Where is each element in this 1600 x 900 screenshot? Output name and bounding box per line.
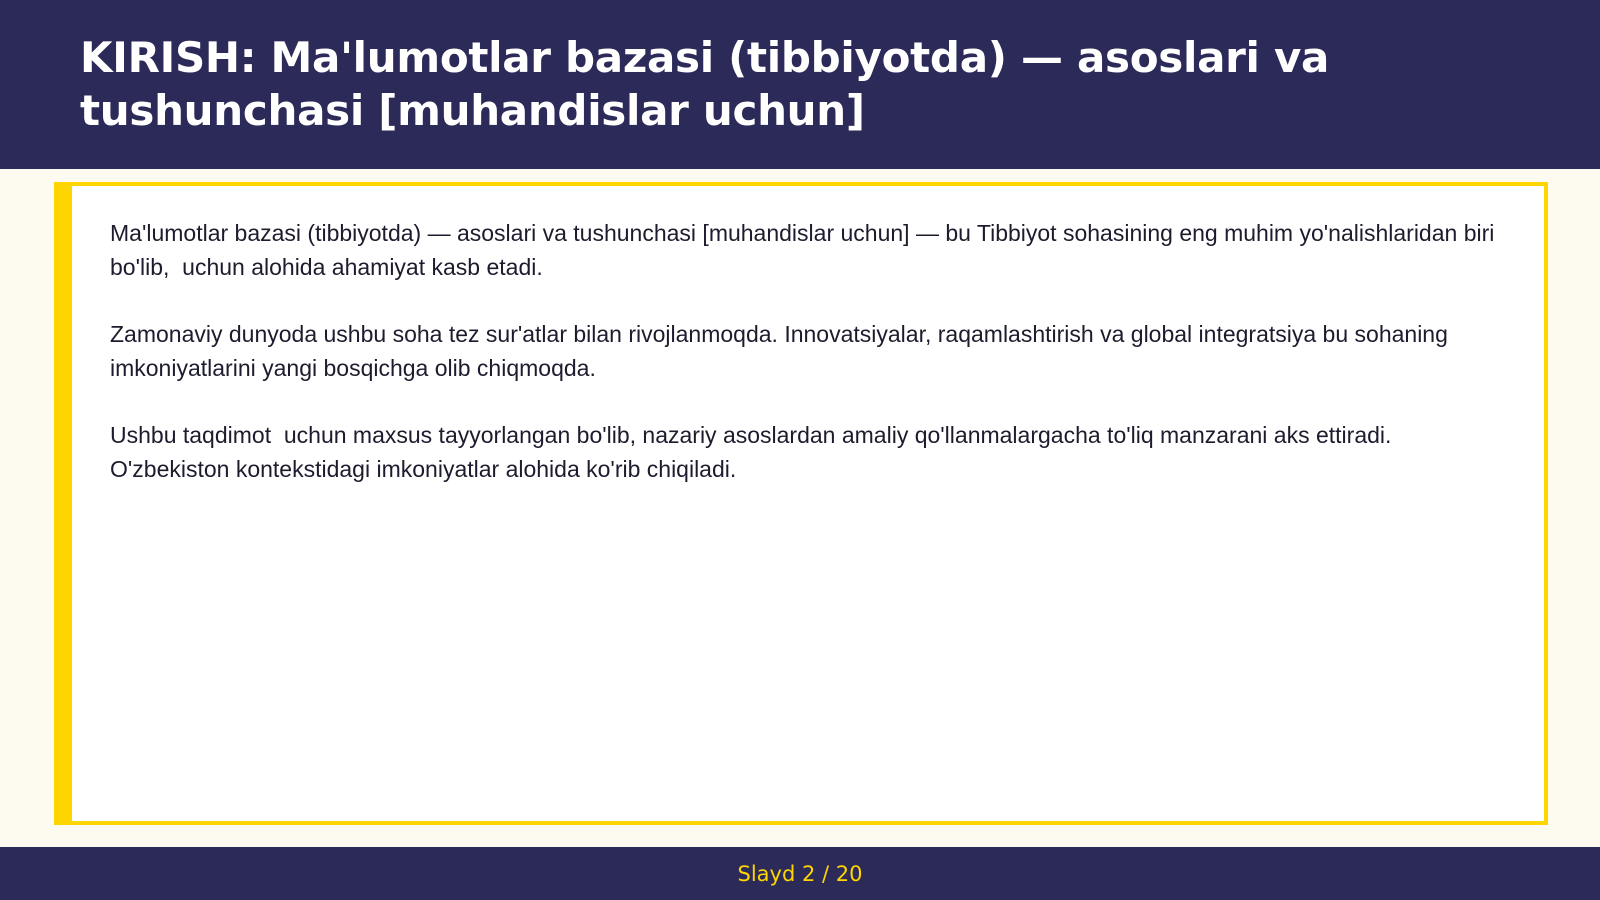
body-paragraph-1: Ma'lumotlar bazasi (tibbiyotda) — asoslari va tushunchasi [muhandislar uchun] — bu Tibbiyot sohasining eng muhim yo'nalishlaridan biri bo'lib, uchun alohida ahamiyat kasb etadi. [110, 220, 1501, 280]
slide-header [0, 0, 1600, 169]
body-paragraph-3: Ushbu taqdimot uchun maxsus tayyorlangan bo'lib, nazariy asoslardan amaliy qo'llanmalargacha to'liq manzarani aks ettiradi. O'zbekiston kontekstidagi imkoniyatlar alohida ko'rib chiqiladi. [110, 422, 1398, 482]
body-paragraph-2: Zamonaviy dunyoda ushbu soha tez sur'atlar bilan rivojlanmoqda. Innovatsiyalar, raqamlashtirish va global integratsiya bu sohaning imkoniyatlarini yangi bosqichga olib chiqmoqda. [110, 321, 1455, 381]
slide-counter: Slayd 2 / 20 [737, 861, 863, 886]
slide-footer [0, 847, 1600, 900]
content-card [54, 182, 1548, 825]
slide-title: KIRISH: Ma'lumotlar bazasi (tibbiyotda) — asoslari va tushunchasi [muhandislar uchun] [80, 33, 1330, 135]
